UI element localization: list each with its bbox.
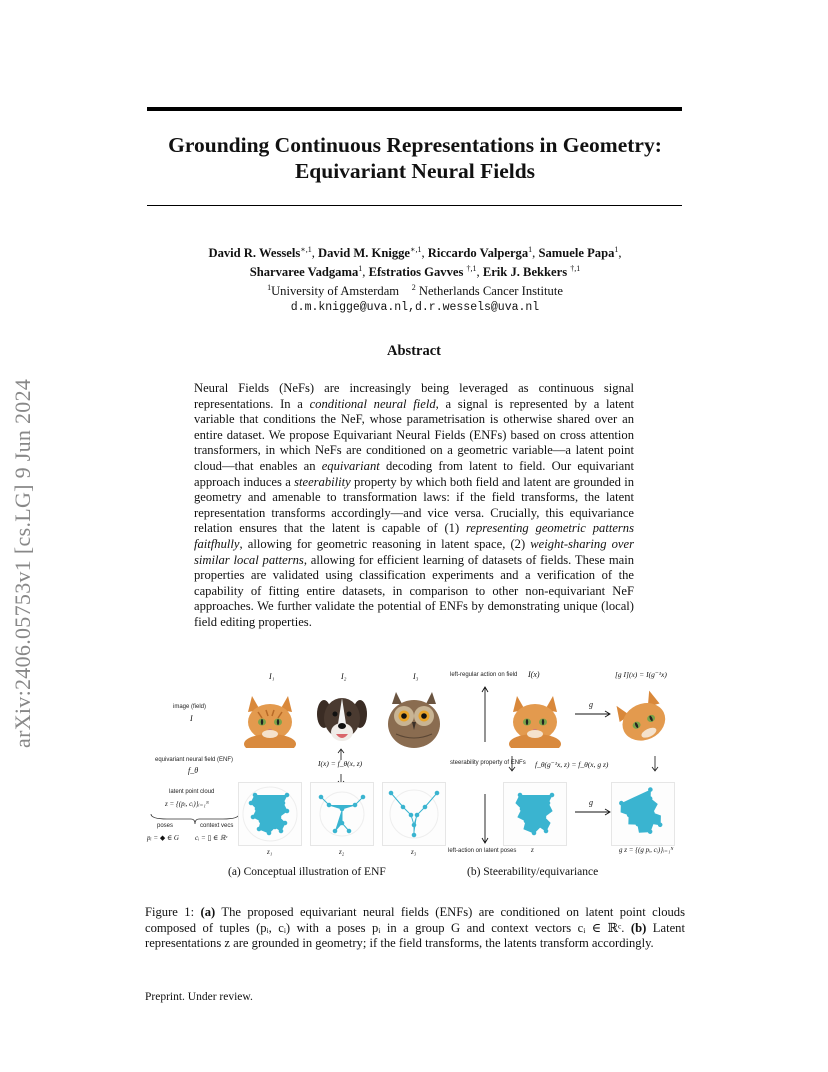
author-emails: d.m.knigge@uva.nl,d.r.wessels@uva.nl xyxy=(290,300,540,314)
dog-image xyxy=(310,684,374,748)
enf-symbol: f_θ xyxy=(188,766,199,775)
context-eq: cᵢ = ▯ ∈ ℝᶜ xyxy=(195,834,228,842)
latent-cloud-3 xyxy=(382,782,446,846)
g-arrow-top xyxy=(573,706,613,720)
latent-point-cloud-label: latent point cloud xyxy=(169,789,215,795)
z-label-3: z₃ xyxy=(411,848,417,856)
cat-image-original xyxy=(503,684,567,748)
subcaption-a: (a) Conceptual illustration of ENF xyxy=(228,866,386,878)
footer-note: Preprint. Under review. xyxy=(145,991,253,1003)
g-arrow-bottom xyxy=(573,804,613,818)
subcaption-b: (b) Steerability/equivariance xyxy=(467,866,599,878)
gz-eq: g z = {(g pᵢ, cᵢ)}ᵢ₌₁ᴺ xyxy=(619,846,674,854)
gI-label: [g I](x) = I(g⁻¹x) xyxy=(615,670,667,679)
image-label-1: I₁ xyxy=(269,672,275,681)
title-line-1: Grounding Continuous Representations in Geometry: xyxy=(168,133,662,157)
image-label-2: I₂ xyxy=(341,672,347,681)
abstract-body: Neural Fields (NeFs) are increasingly being leveraged as continuous signal representations. In a conditional neural field, a signal is represented by a latent variable that conditions the NeF, whose parametrisation is otherwise shared over an entire dataset. We propose Equivariant Neural Fields (ENFs) based on cross attention transformers, in which NeFs are conditioned on a geometric variable—a latent point cloud—that enables an equivariant decoding from latent to field. Our equivariant approach induces a steerability property by which both field and latent are grounded in geometry and amenable to transformation laws: if the field transforms, the latent representation transforms accordingly—and vice versa. Crucially, this equivariance relation ensures that the latent is capable of (1) representing geometric patterns faitfhully, allowing for geometric reasoning in latent space, (2) weight-sharing over similar local patterns, allowing for efficient learning of datasets of fields. These main properties are validated using classification experiments and a verification of the capability of fitting entire datasets, in comparison to other non-equivariant NeF approaches. We further validate the potential of ENFs by demonstrating unique (local) field editing properties. xyxy=(194,381,635,629)
arxiv-stamp: arXiv:2406.05753v1 [cs.LG] 9 Jun 2024 xyxy=(10,378,35,748)
figure-caption: Figure 1: (a) The proposed equivariant neural fields (ENFs) are conditioned on latent point clouds composed of tuples (pᵢ, cᵢ) with a poses pᵢ in a group G and context vectors cᵢ ∈ ℝᶜ. (b) Latent representations z are grounded in geometry; if the field transforms, the latents transform accordingly. xyxy=(145,905,685,951)
abstract-heading: Abstract xyxy=(387,343,441,359)
cat-image xyxy=(238,684,302,748)
latent-cloud-original xyxy=(503,782,567,846)
author-line-2: Sharvaree Vadgama$^1$, Efstratios Gavves $^{\dagger,1}$, Erik J. Bekkers $^{\dagger,1}$ xyxy=(249,264,581,280)
latent-point-cloud-eq: z = {(pᵢ, cᵢ)}ᵢ₌₁ᴺ xyxy=(165,800,209,808)
image-label-3: I₃ xyxy=(413,672,419,681)
poses-label: poses xyxy=(157,823,174,829)
title-rule-bottom xyxy=(147,205,682,206)
affiliations: $^1$University of Amsterdam $^2$ Netherlands Cancer Institute xyxy=(267,283,563,299)
z-label-2: z₂ xyxy=(339,848,345,856)
latent-cloud-rotated xyxy=(611,782,675,846)
enf-eq: I(x) = f_θ(x, z) xyxy=(318,759,363,768)
latent-cloud-2 xyxy=(310,782,374,846)
left-action-label: left-action on latent poses xyxy=(448,848,517,854)
ix-label: I(x) xyxy=(528,670,540,679)
latent-cloud-1 xyxy=(238,782,302,846)
steerability-label: steerability property of ENFs xyxy=(450,760,526,766)
cat-image-rotated xyxy=(611,684,675,748)
author-line-1: David R. Wessels$^{∗,1}$, David M. Knigge$^{∗,1}$, Riccardo Valperga$^1$, Samuele Papa$^1$, xyxy=(208,245,622,261)
z-symbol: z xyxy=(531,846,534,854)
title-line-2: Equivariant Neural Fields xyxy=(294,159,536,183)
g-label-top: g xyxy=(589,700,593,709)
author-block xyxy=(120,242,710,316)
steer-arrow-right xyxy=(650,754,660,774)
context-vecs-label: context vecs xyxy=(200,823,234,829)
enf-label: equivariant neural field (ENF) xyxy=(155,757,234,763)
steer-arrow-left xyxy=(507,754,517,774)
vertical-arrows xyxy=(479,682,491,862)
paper-title xyxy=(130,132,700,184)
image-field-symbol: I xyxy=(190,714,193,723)
left-regular-label: left-regular action on field xyxy=(450,672,518,678)
z-label-1: z₁ xyxy=(267,848,273,856)
title-rule-top xyxy=(147,107,682,111)
g-label-bottom: g xyxy=(589,798,593,807)
pose-eq: pᵢ = ◆ ∈ G xyxy=(147,834,179,842)
figure-1 xyxy=(145,668,685,863)
owl-image xyxy=(382,684,446,748)
steer-eq: f_θ(g⁻¹x, z) = f_θ(x, g z) xyxy=(535,760,609,769)
image-field-label: image (field) xyxy=(173,704,207,710)
